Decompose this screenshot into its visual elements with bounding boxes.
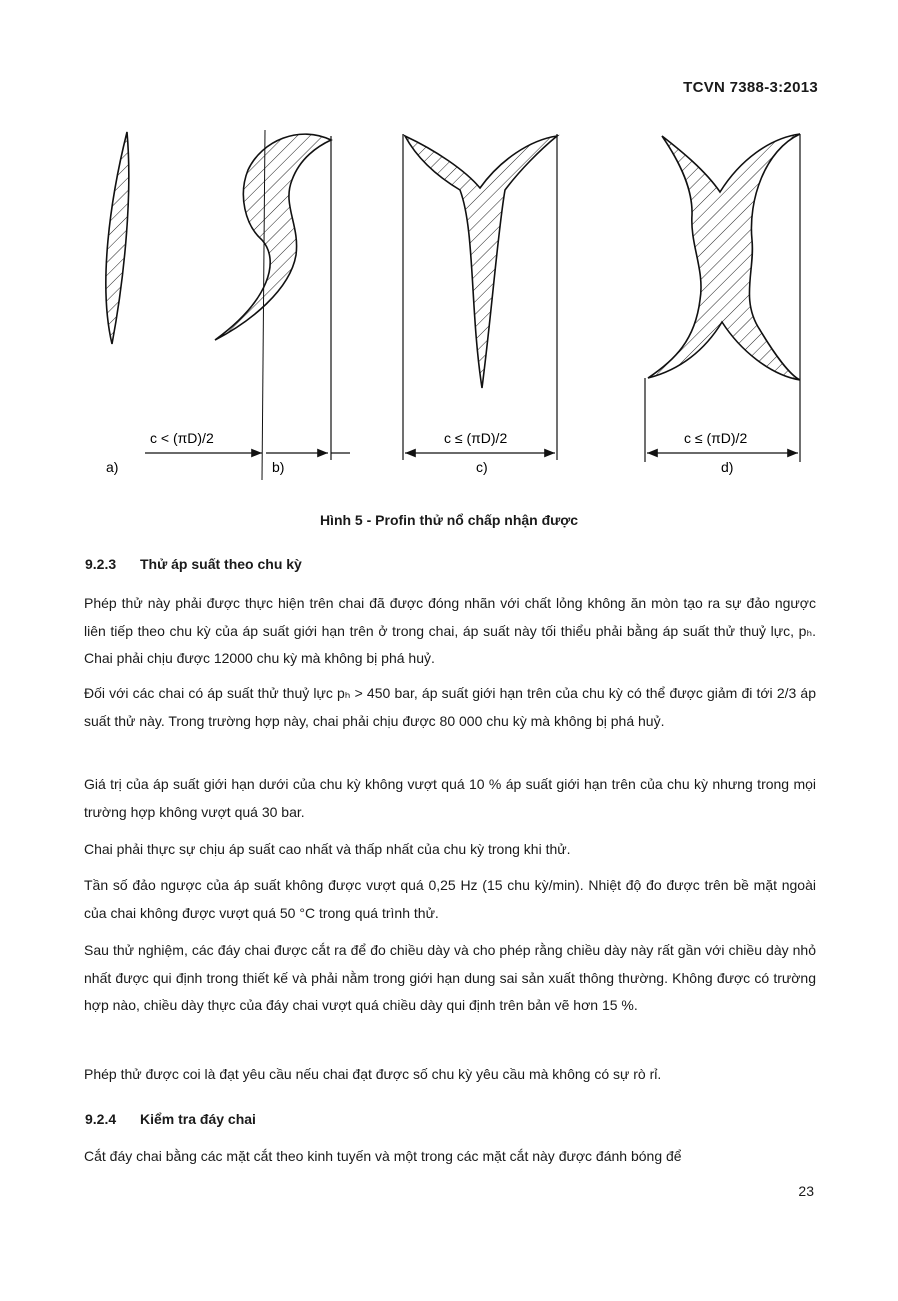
- profile-d: [645, 134, 800, 462]
- dim-label-c: c ≤ (πD)/2: [444, 430, 508, 446]
- burst-profile-figure: [0, 0, 898, 500]
- paragraph: Giá trị của áp suất giới hạn dưới của chu kỳ không vượt quá 10 % áp suất giới hạn trên của chu kỳ nhưng trong mọi trường hợp không vượt quá 30 bar.: [84, 776, 816, 820]
- figure-drawing: [0, 0, 898, 500]
- section-heading-9-2-3: [85, 556, 302, 572]
- paragraph: Sau thử nghiệm, các đáy chai được cắt ra để đo chiều dày và cho phép rằng chiều dày này rất gần với chiều dày nhỏ nhất được qui định trong thiết kế và phải nằm trong giới hạn dung sai sản xuất thông thường. Không được có trường hợp nào, chiều dày thực của đáy chai vượt quá chiều dày qui định trên bản vẽ hơn 15 %.: [84, 942, 816, 1013]
- page-number: 23: [798, 1183, 814, 1199]
- profile-a: [106, 132, 129, 344]
- section-title: Kiểm tra đáy chai: [140, 1111, 256, 1127]
- profile-c: [403, 134, 557, 460]
- sub-label-a: a): [106, 459, 119, 475]
- sub-label-b: b): [272, 459, 285, 475]
- paragraph: Cắt đáy chai bằng các mặt cắt theo kinh tuyến và một trong các mặt cắt này được đánh bóng để: [84, 1148, 682, 1164]
- profile-b: [215, 130, 331, 480]
- standard-code: TCVN 7388-3:2013: [683, 79, 818, 96]
- dim-label-b: c < (πD)/2: [150, 430, 214, 446]
- section-title: Thử áp suất theo chu kỳ: [140, 556, 302, 572]
- paragraph: Phép thử này phải được thực hiện trên chai đã được đóng nhãn với chất lỏng không ăn mòn tạo ra sự đảo ngược liên tiếp theo chu kỳ của áp suất giới hạn trên ở trong chai, áp suất này tối thiểu phải bằng áp suất thử thuỷ lực, pₕ. Chai phải chịu được 12000 chu kỳ mà không bị phá huỷ.: [84, 595, 816, 666]
- section-number: 9.2.4: [85, 1111, 117, 1127]
- dim-label-d: c ≤ (πD)/2: [684, 430, 748, 446]
- paragraph: Phép thử được coi là đạt yêu cầu nếu chai đạt được số chu kỳ yêu cầu mà không có sự rò rỉ.: [84, 1066, 662, 1082]
- section-number: 9.2.3: [85, 556, 117, 572]
- figure-caption: Hình 5 - Profin thử nổ chấp nhận được: [319, 512, 579, 528]
- sub-label-c: c): [476, 459, 488, 475]
- sub-label-d: d): [721, 459, 734, 475]
- section-heading-9-2-4: [85, 1111, 256, 1127]
- paragraph: Chai phải thực sự chịu áp suất cao nhất và thấp nhất của chu kỳ trong khi thử.: [84, 841, 571, 857]
- paragraph: Đối với các chai có áp suất thử thuỷ lực pₕ > 450 bar, áp suất giới hạn trên của chu kỳ có thể được giảm đi tới 2/3 áp suất thử này. Trong trường hợp này, chai phải chịu được 80 000 chu kỳ mà không bị phá huỷ.: [84, 685, 816, 729]
- paragraph: Tần số đảo ngược của áp suất không được vượt quá 0,25 Hz (15 chu kỳ/min). Nhiệt độ đo được trên bề mặt ngoài của chai không được vượt quá 50 °C trong quá trình thử.: [84, 877, 816, 921]
